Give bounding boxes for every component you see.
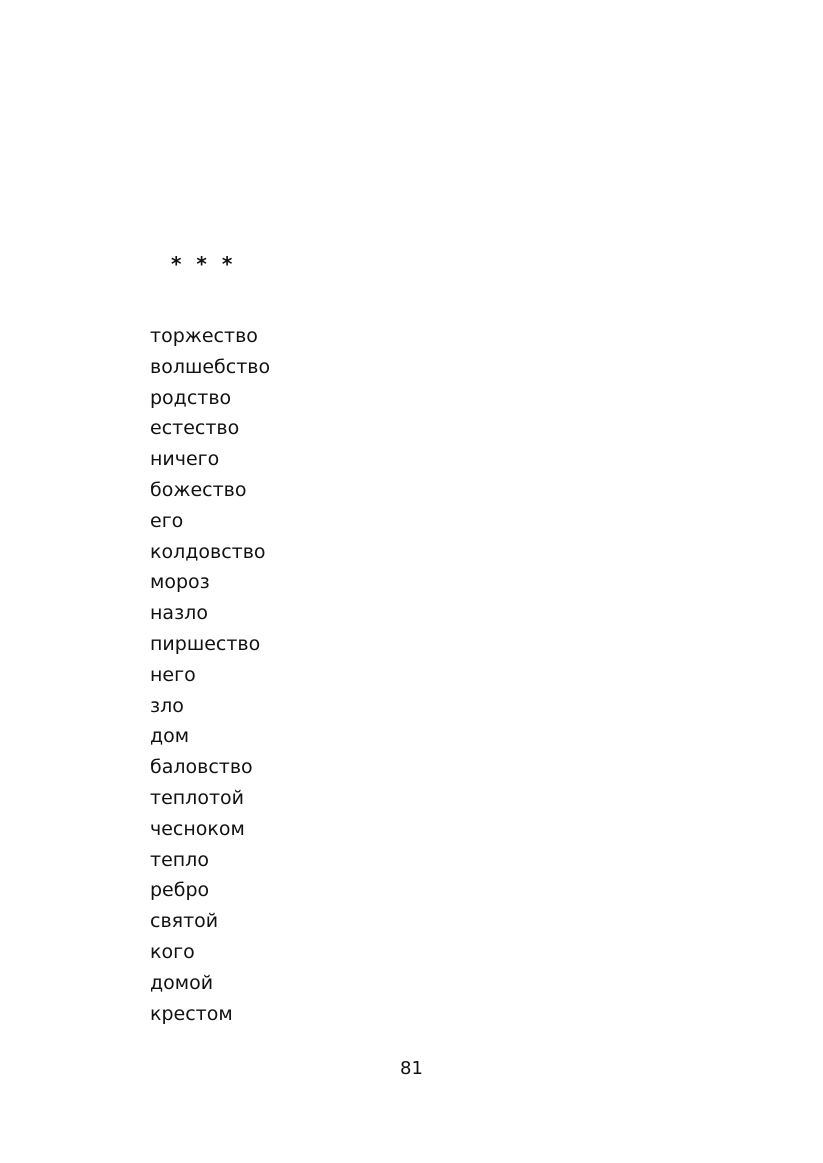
poem-line: дом — [150, 725, 190, 748]
poem-line: него — [150, 663, 196, 686]
poem-line: тепло — [150, 848, 209, 871]
poem-line: естество — [150, 417, 240, 440]
poem-line: кого — [150, 940, 195, 963]
poem-line: чесноком — [150, 817, 245, 840]
poem-line: зло — [150, 694, 184, 717]
poem-line: волшебство — [150, 355, 271, 378]
section-separator: * * * — [171, 252, 237, 276]
poem-line: ничего — [150, 448, 220, 471]
poem-line: колдовство — [150, 540, 266, 563]
poem-line: теплотой — [150, 786, 244, 809]
poem-line: крестом — [150, 1002, 233, 1025]
poem-line: назло — [150, 602, 208, 625]
poem-line: ребро — [150, 879, 210, 902]
poem-line: святой — [150, 910, 219, 933]
poem-lines — [150, 321, 270, 1029]
poem-line: торжество — [150, 325, 258, 347]
poem-line: родство — [150, 386, 232, 409]
poem-line: баловство — [150, 756, 253, 779]
poem-line: божество — [150, 478, 247, 501]
poem-line: домой — [150, 971, 214, 994]
page-number: 81 — [400, 1058, 423, 1079]
poem-line: мороз — [150, 571, 210, 594]
poem-line: его — [150, 509, 184, 532]
poem-line: пиршество — [150, 632, 261, 655]
